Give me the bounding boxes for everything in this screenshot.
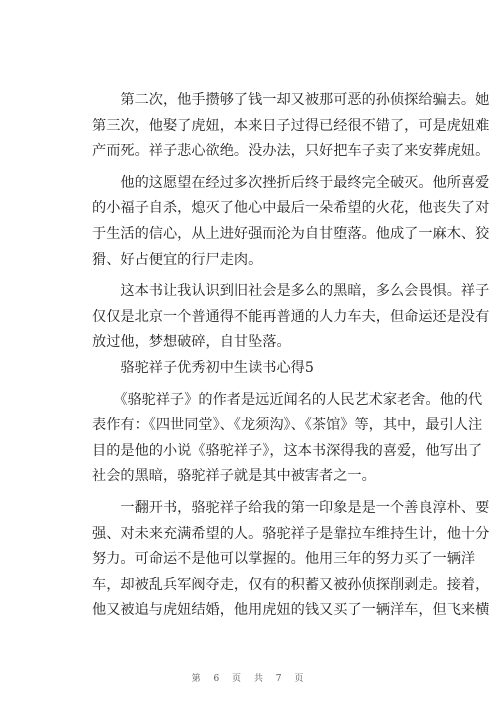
paragraph-2 [92,171,490,273]
paragraph-1 [92,88,490,165]
heading-line: 骆驼祥子优秀初中生读书心得5 [92,359,314,376]
page-number-footer: 第 6 页 共 7 页 [191,674,309,684]
text-line: 一翻开书，骆驼祥子给我的第一印象是是一个善良淳朴、要 [92,499,490,516]
text-line: 第三次，他娶了虎妞，本来日子过得已经很不错了，可是虎妞难 [92,117,490,134]
text-line: 于生活的信心，从上进好强而沦为自甘堕落。他成了一麻木、狡 [92,225,490,242]
text-line: 产而死。祥子悲心欲绝。没办法，只好把车子卖了来安葬虎妞。 [92,143,490,160]
text-line: 《骆驼祥子》的作者是远近闻名的人民艺术家老舍。他的代 [92,391,483,408]
text-line: 的小福子自杀，熄灭了他心中最后一朵希望的火花，他丧失了对 [92,200,490,217]
paragraph-5 [92,496,490,624]
paragraph-3 [92,279,490,356]
text-line: 他又被追与虎妞结婚，他用虎妞的钱又买了一辆洋车，但飞来横 [92,602,490,619]
text-line: 第二次，他手攒够了钱一却又被那可恶的孙侦探给骗去。她 [92,92,490,108]
text-line: 目的是他的小说《骆驼祥子》，这本书深得我的喜爱，他写出了 [92,442,483,459]
paragraph-4 [92,388,483,490]
body-text [92,88,490,624]
text-line: 仅仅是北京一个普通得不能再普通的人力车夫，但命运还是没有 [92,308,490,325]
text-line: 车，却被乱兵军阀夺走，仅有的积蓄又被孙侦探削剥走。接着， [92,576,490,593]
text-line: 放过他，梦想破碎，自甘坠落。 [92,334,291,351]
text-line: 这本书让我认识到旧社会是多么的黑暗，多么会畏惧。祥子 [92,283,490,300]
text-line: 猾、好占便宜的行尸走肉。 [92,251,263,268]
section-heading [92,356,424,382]
text-line: 表作有：《四世同堂》、《龙须沟》、《茶馆》等，其中，最引人注 [92,417,483,434]
text-line: 他的这愿望在经过多次挫折后终于最终完全破灭。他所喜爱 [92,174,490,191]
text-line: 强、对未来充满希望的人。骆驼祥子是靠拉车维持生计，他十分 [92,525,490,542]
text-line: 努力。可命运不是他可以掌握的。他用三年的努力买了一辆洋 [92,551,476,568]
text-line: 社会的黑暗，骆驼祥子就是其中被害者之一。 [92,468,376,485]
